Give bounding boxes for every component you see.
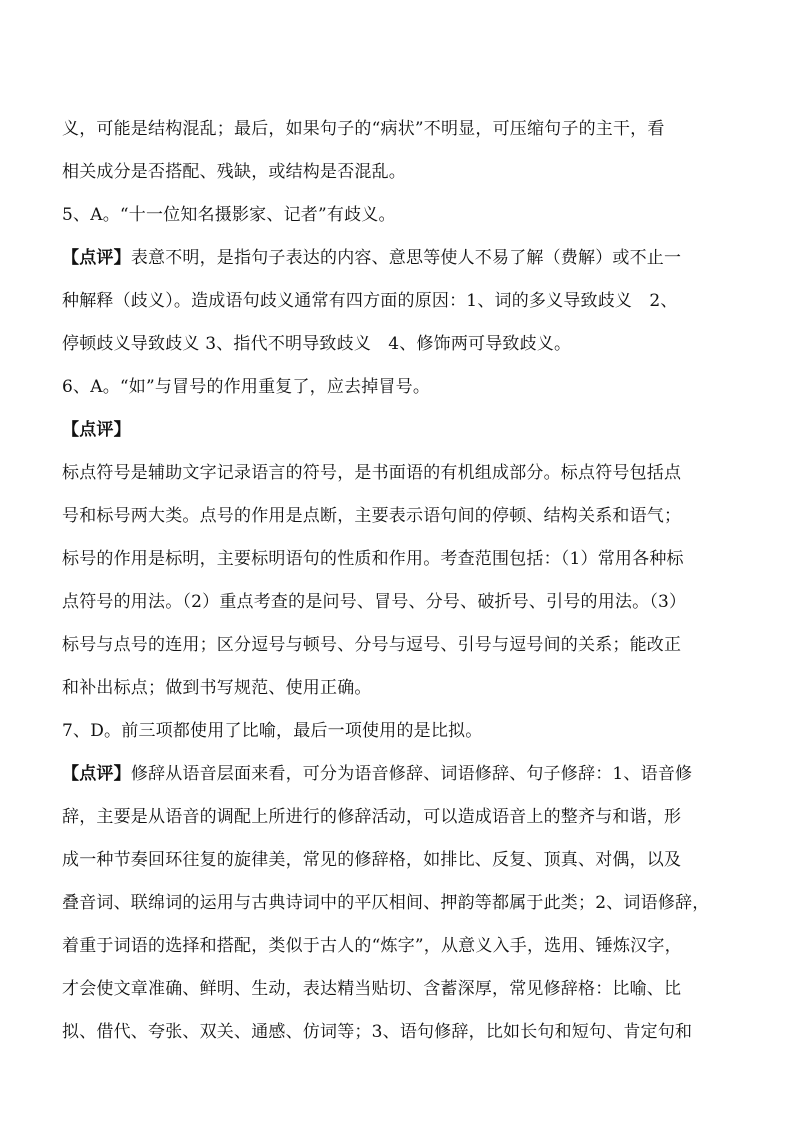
text-line: 才会使文章准确、鲜明、生动，表达精当贴切、含蓄深厚，常见修辞格：比喻、比 (62, 979, 682, 999)
text-line: 着重于词语的选择和搭配，类似于古人的“炼字”，从意义入手，选用、锤炼汉字， (62, 936, 682, 956)
text-line: 停顿歧义导致歧义 3、指代不明导致歧义 4、修饰两可导致歧义。 (62, 334, 572, 354)
comment-heading: 【点评】 (62, 420, 131, 440)
comment-label: 【点评】 (62, 248, 131, 268)
text-line: 号和标号两大类。点号的作用是点断，主要表示语句间的停顿、结构关系和语气； (62, 506, 682, 526)
text-line: 标号的作用是标明，主要标明语句的性质和作用。考查范围包括：（1）常用各种标 (62, 549, 684, 569)
text-line: 叠音词、联绵词的运用与古典诗词中的平仄相间、押韵等都属于此类；2、词语修辞， (62, 893, 710, 913)
text-line: 标号与点号的连用；区分逗号与顿号、分号与逗号、引号与逗号间的关系；能改正 (62, 635, 682, 655)
comment-text: 修辞从语音层面来看，可分为语音修辞、词语修辞、句子修辞：1、语音修 (130, 764, 693, 784)
text-line: 义，可能是结构混乱；最后，如果句子的“病状”不明显，可压缩句子的主干，看 (62, 119, 665, 139)
text-line: 和补出标点；做到书写规范、使用正确。 (62, 678, 372, 698)
text-line: 点符号的用法。（2）重点考查的是问号、冒号、分号、破折号、引号的用法。（3） (62, 592, 687, 612)
text-line: 标点符号是辅助文字记录语言的符号，是书面语的有机组成部分。标点符号包括点 (62, 463, 682, 483)
text-line: 5、A。“十一位知名摄影家、记者”有歧义。 (62, 205, 396, 225)
text-line: 7、D。前三项都使用了比喻，最后一项使用的是比拟。 (62, 721, 483, 741)
text-line: 辞，主要是从语音的调配上所进行的修辞活动，可以造成语音上的整齐与和谐，形 (62, 807, 682, 827)
text-line: 6、A。“如”与冒号的作用重复了，应去掉冒号。 (62, 377, 431, 397)
text-line: 成一种节奏回环往复的旋律美，常见的修辞格，如排比、反复、顶真、对偶，以及 (62, 850, 682, 870)
text-line: 种解释（歧义）。造成语句歧义通常有四方面的原因：1、词的多义导致歧义 2、 (62, 291, 678, 311)
comment-line (62, 763, 752, 785)
comment-label: 【点评】 (62, 764, 131, 784)
comment-line (62, 247, 752, 269)
comment-text: 表意不明，是指句子表达的内容、意思等使人不易了解（费解）或不止一 (130, 248, 682, 268)
text-line: 拟、借代、夸张、双关、通感、仿词等；3、语句修辞，比如长句和短句、肯定句和 (62, 1022, 693, 1042)
text-line: 相关成分是否搭配、残缺，或结构是否混乱。 (62, 162, 406, 182)
